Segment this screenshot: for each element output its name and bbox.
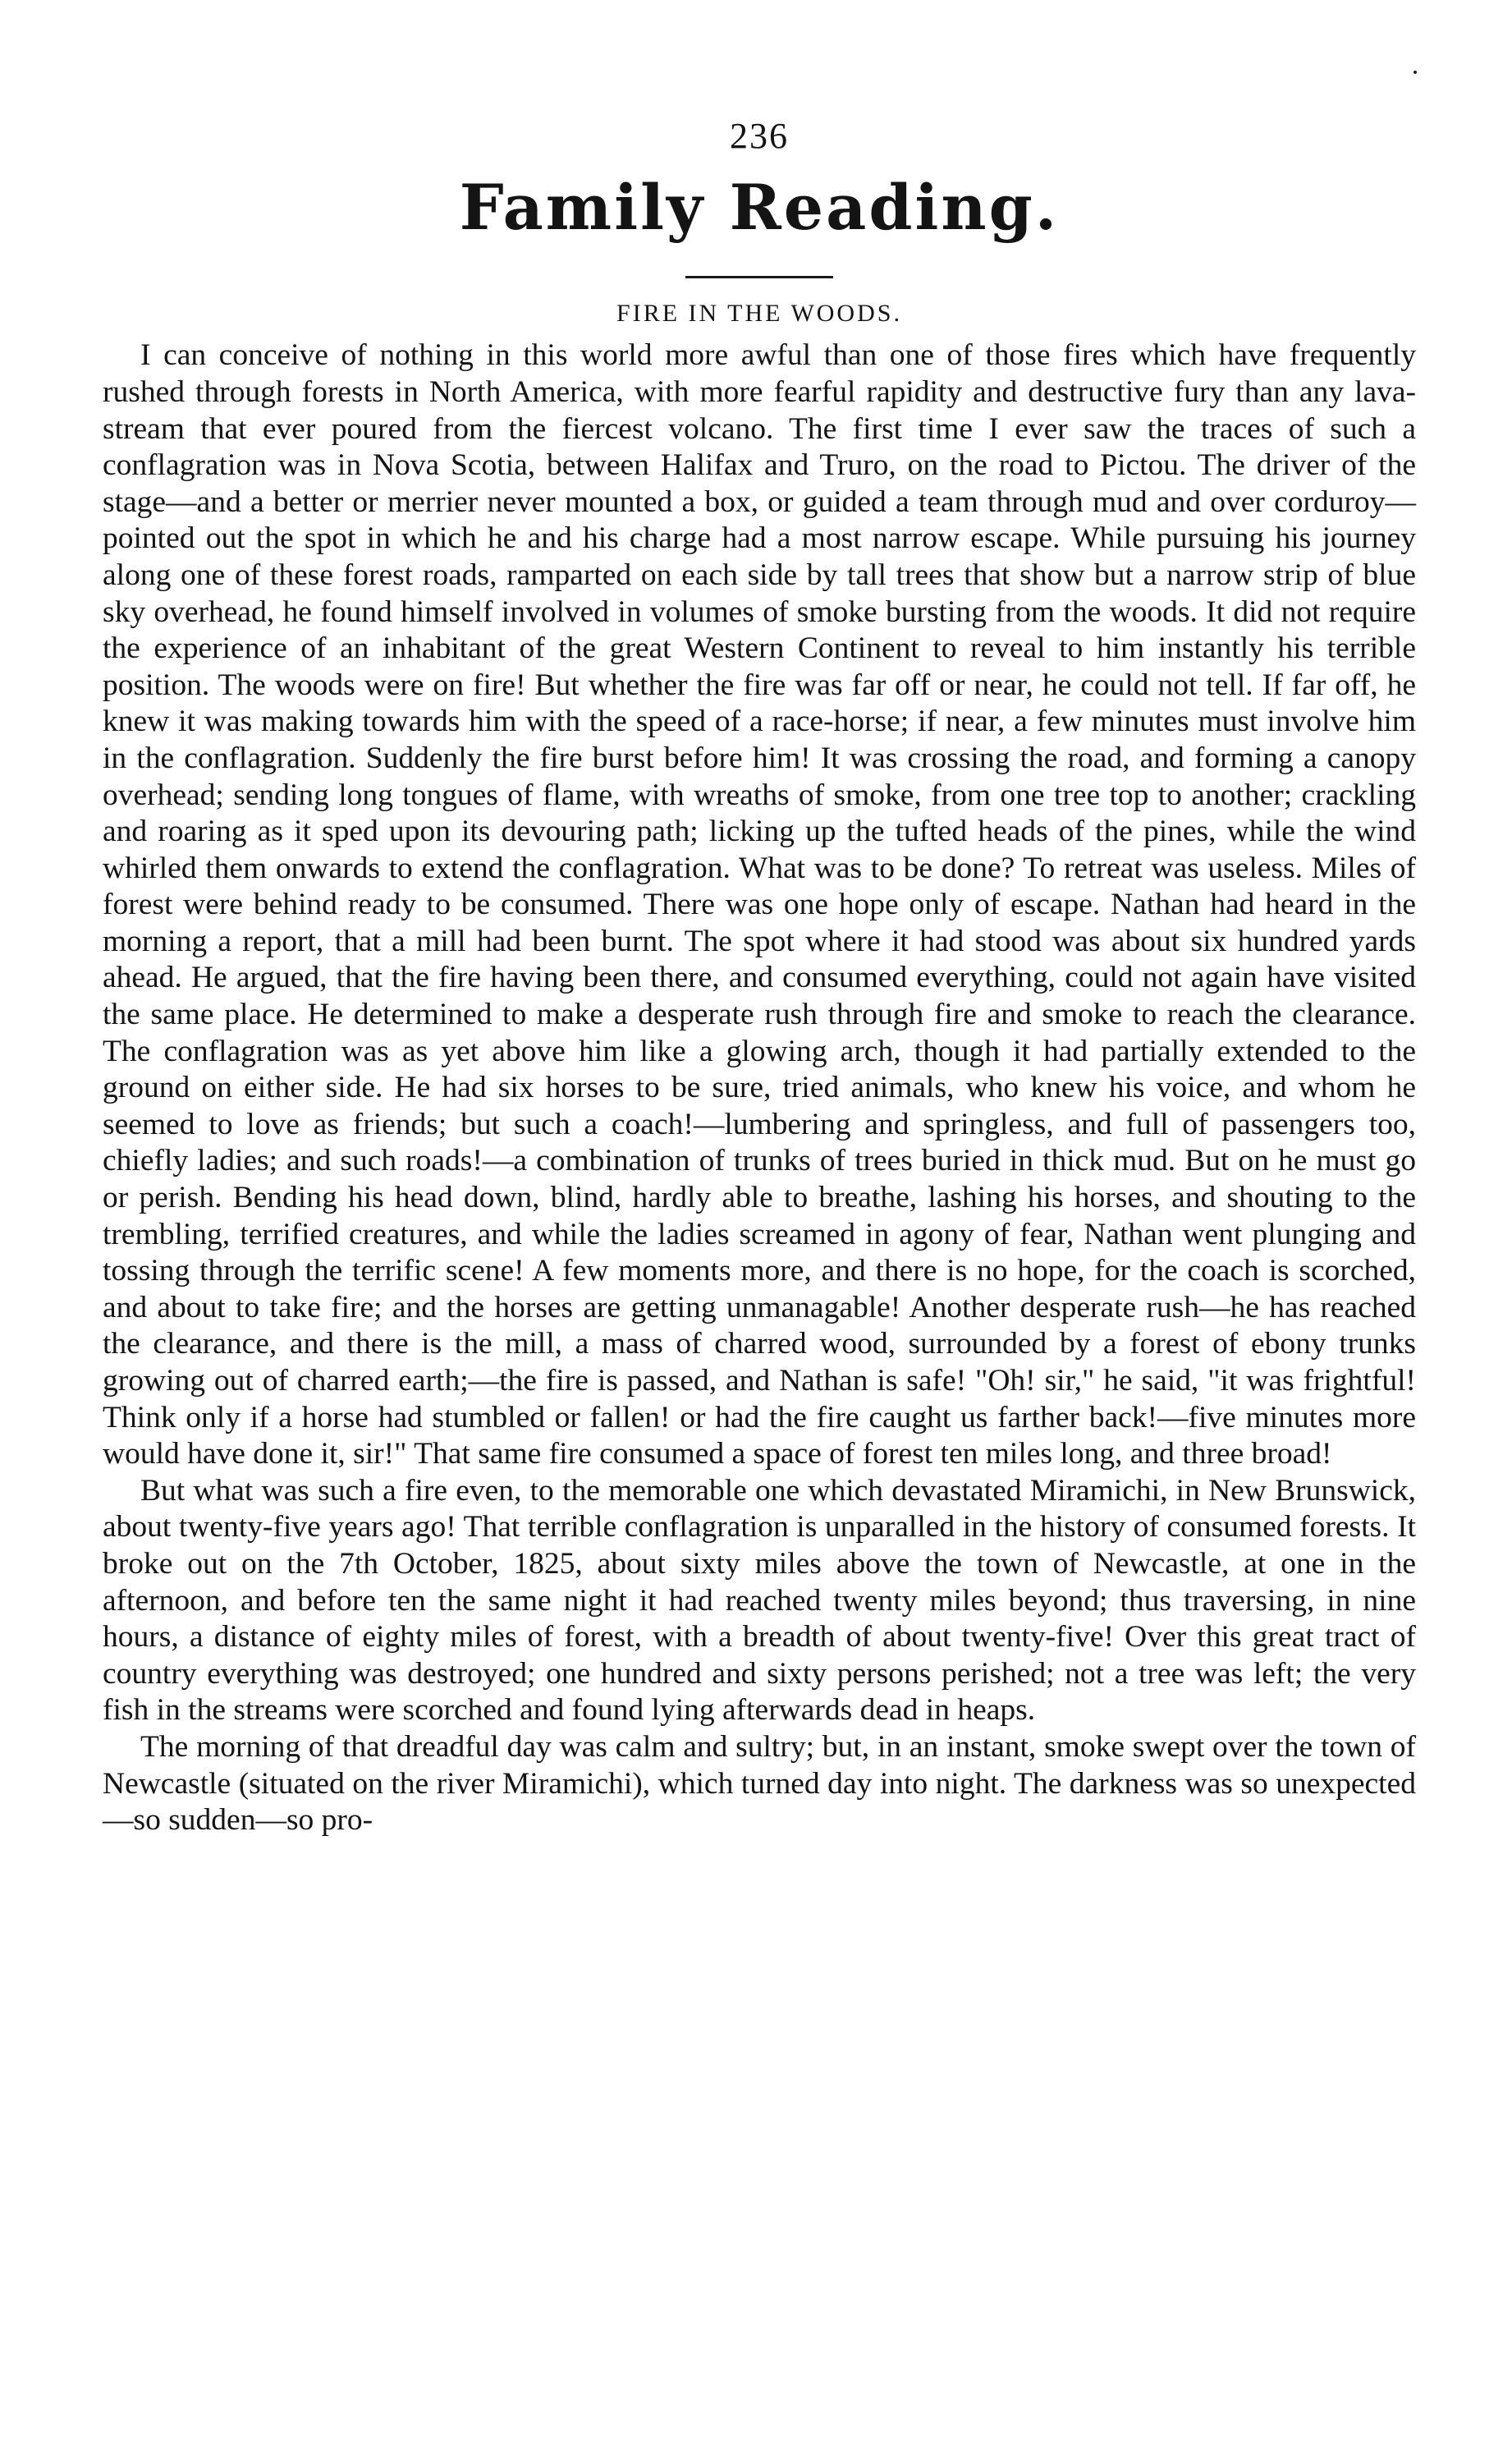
page-number: 236 [730,116,789,156]
paragraph: The morning of that dreadful day was calm and sultry; but, in an instant, smoke swept over the town of Newcastle (situated on the river Miramichi), which turned day into night. The darkness was so unexpected—so sudden—so pro- [103,1729,1416,1838]
paragraph: I can conceive of nothing in this world more awful than one of those fires which have frequently rushed through forests in North America, with more fearful rapidity and destructive fury than any lava-stream that ever poured from the fiercest volcano. The first time I ever saw the traces of such a conflagration was in Nova Scotia, between Halifax and Truro, on the road to Pictou. The driver of the stage—and a better or merrier never mounted a box, or guided a team through mud and over corduroy—pointed out the spot in which he and his charge had a most narrow escape. While pursuing his journey along one of these forest roads, ramparted on each side by tall trees that show but a narrow strip of blue sky overhead, he found himself involved in volumes of smoke bursting from the woods. It did not require the experience of an inhabitant of the great Western Continent to reveal to him instantly his terrible position. The woods were on fire! But whether the fire was far off or near, he could not tell. If far off, he knew it was making towards him with the speed of a race-horse; if near, a few minutes must involve him in the conflagration. Suddenly the fire burst before him! It was crossing the road, and forming a canopy overhead; sending long tongues of flame, with wreaths of smoke, from one tree top to another; crackling and roaring as it sped upon its devouring path; licking up the tufted heads of the pines, while the wind whirled them onwards to extend the conflagration. What was to be done? To retreat was useless. Miles of forest were behind ready to be consumed. There was one hope only of escape. Nathan had heard in the morning a report, that a mill had been burnt. The spot where it had stood was about six hundred yards ahead. He argued, that the fire having been there, and consumed everything, could not again have visited the same place. He determined to make a desperate rush through fire and smoke to reach the clearance. The conflagration was as yet above him like a glowing arch, though it had partially extended to the ground on either side. He had six horses to be sure, tried animals, who knew his voice, and whom he seemed to love as friends; but such a coach!—lumbering and springless, and full of passengers too, chiefly ladies; and such roads!—a combination of trunks of trees buried in thick mud. But on he must go or perish. Bending his head down, blind, hardly able to breathe, lashing his horses, and shouting to the trembling, terrified creatures, and while the ladies screamed in agony of fear, Nathan went plunging and tossing through the terrific scene! A few moments more, and there is no hope, for the coach is scorched, and about to take fire; and the horses are getting unmanagable! Another desperate rush—he has reached the clearance, and there is the mill, a mass of charred wood, surrounded by a forest of ebony trunks growing out of charred earth;—the fire is passed, and Nathan is safe! "Oh! sir," he said, "it was frightful! Think only if a horse had stumbled or fallen! or had the fire caught us farther back!—five minutes more would have done it, sir!" That same fire consumed a space of forest ten miles long, and three broad! [103,338,1416,1471]
page [103,115,1416,1839]
corner-speck [1413,71,1417,74]
article-body [103,337,1416,1838]
section-title: Family Reading. [459,171,1060,244]
title-divider [685,276,833,278]
article-title: FIRE IN THE WOODS. [616,300,902,328]
paragraph: But what was such a fire even, to the memorable one which devastated Miramichi, in New Brunswick, about twenty-five years ago! That terrible conflagration is unparalled in the history of consumed forests. It broke out on the 7th October, 1825, about sixty miles above the town of Newcastle, at one in the afternoon, and before ten the same night it had reached twenty miles beyond; thus traversing, in nine hours, a distance of eighty miles of forest, with a breadth of about twenty-five! Over this great tract of country everything was destroyed; one hundred and sixty persons perished; not a tree was left; the very fish in the streams were scorched and found lying afterwards dead in heaps. [103,1473,1416,1728]
